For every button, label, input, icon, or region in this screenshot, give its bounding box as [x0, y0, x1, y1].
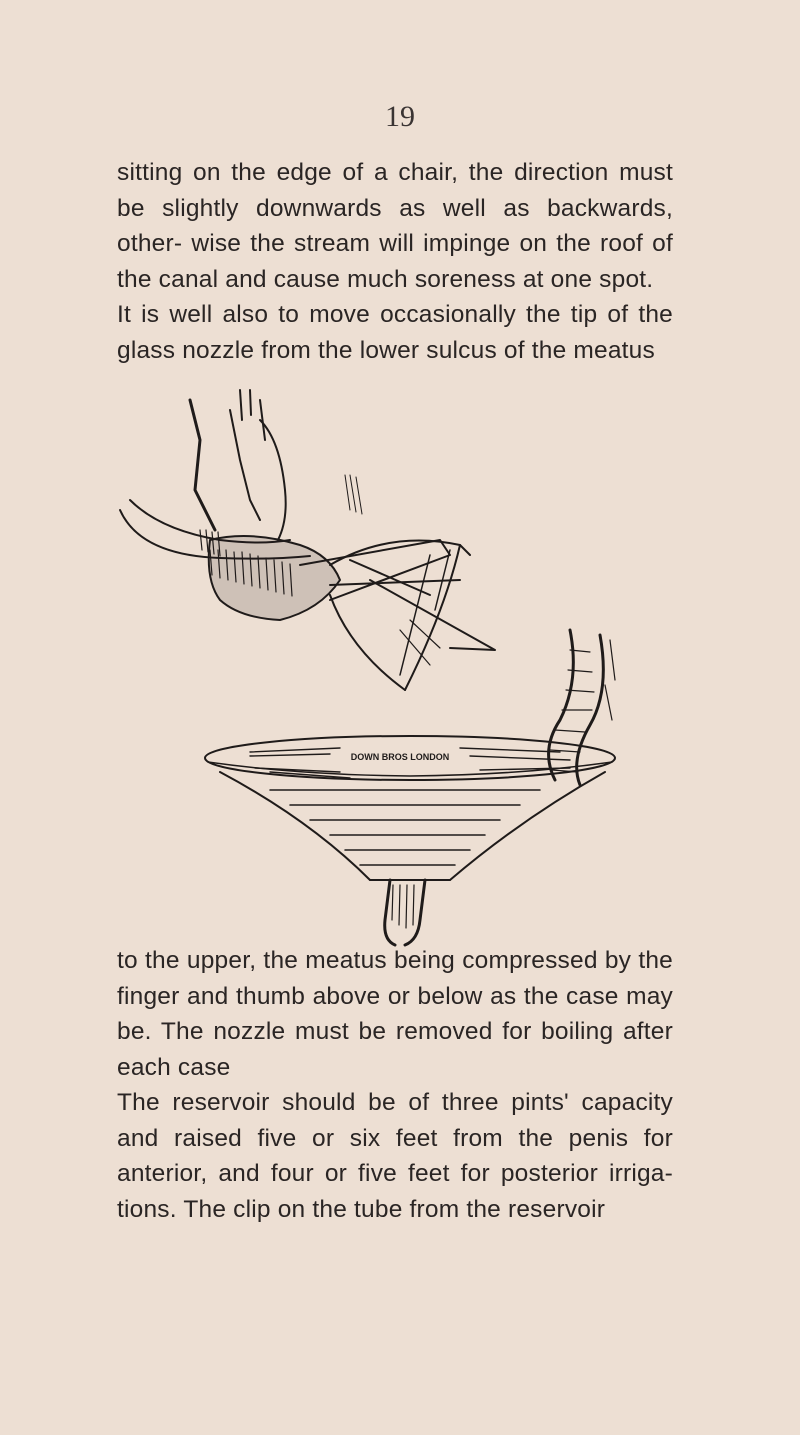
paragraph: It is well also to move occasionally the tip of the glass nozzle from the lower sulcus of the meatus — [117, 301, 673, 364]
illustration-svg — [100, 380, 660, 950]
paragraph: sitting on the edge of a chair, the direction must be slightly downwards as well as backwards, other- wise the stream will impinge on the roof of the canal and cause much soreness at one spot. — [117, 159, 673, 293]
irrigation-apparatus-illustration — [100, 380, 660, 950]
page-number: 19 — [385, 100, 415, 133]
funnel-maker-label: DOWN BROS LONDON — [350, 752, 450, 762]
top-text-block — [117, 155, 673, 368]
bottom-text-block — [117, 943, 673, 1227]
paragraph: The reservoir should be of three pints' capacity and raised five or six feet from the penis for anterior, and four or five feet for posterior irriga- tions. The clip on the tube from the reservoir — [117, 1089, 673, 1223]
paragraph: to the upper, the meatus being compressed by the finger and thumb above or below as the case may be. The nozzle must be removed for boiling after each case — [117, 947, 673, 1081]
